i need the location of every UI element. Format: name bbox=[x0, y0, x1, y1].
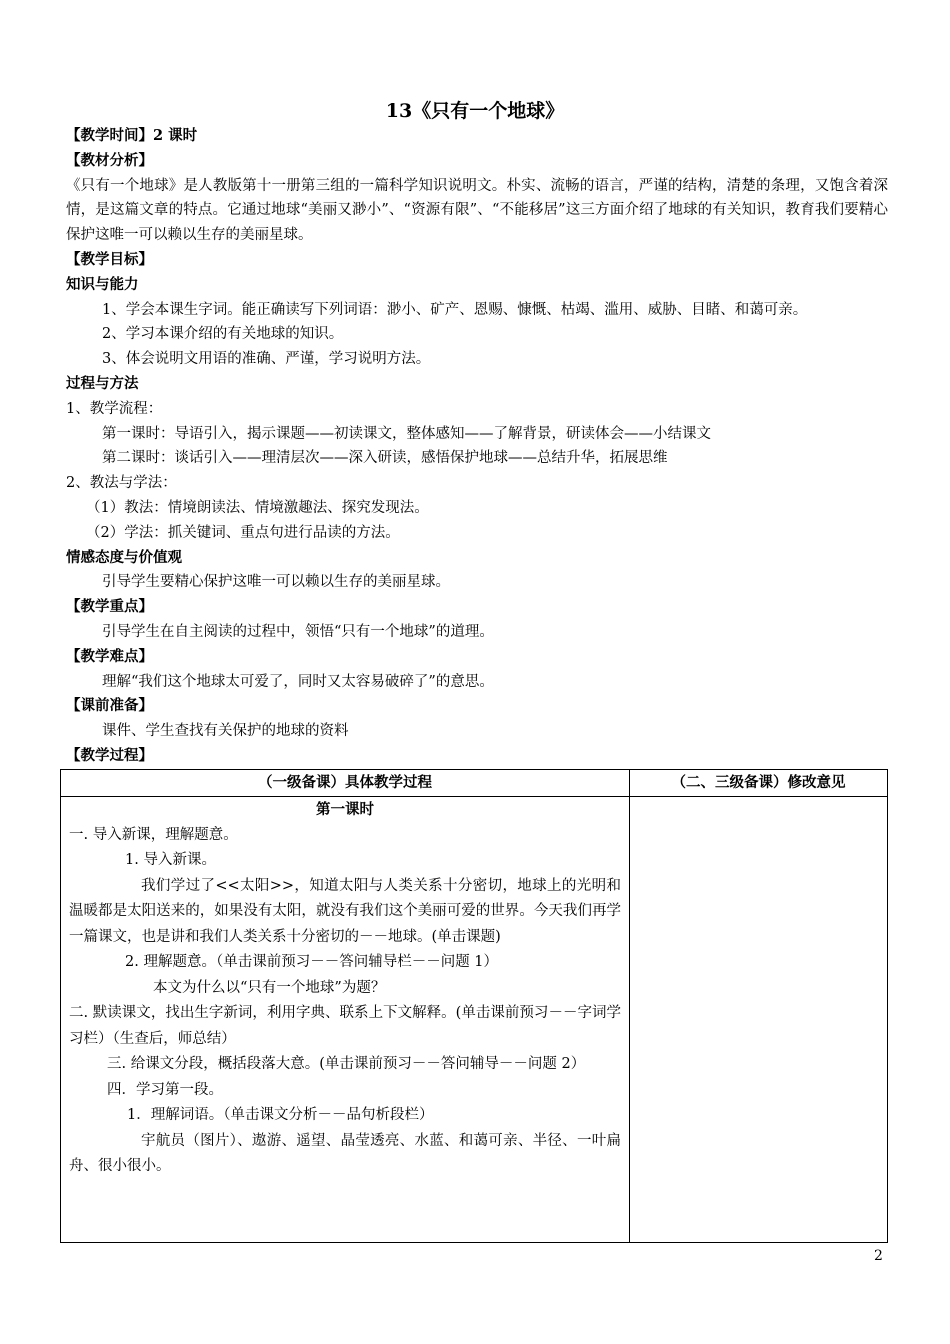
procedure-heading: 【教学过程】 bbox=[66, 746, 153, 764]
prep-text: 课件、学生查找有关保护的地球的资料 bbox=[102, 723, 349, 740]
header-left: （一级备课）具体教学过程 bbox=[61, 770, 630, 797]
emotion-text: 引导学生要精心保护这唯一可以赖以生存的美丽星球。 bbox=[102, 574, 450, 591]
method-item: （2）学法：抓关键词、重点句进行品读的方法。 bbox=[86, 524, 400, 541]
key-text: 引导学生在自主阅读的过程中，领悟“只有一个地球”的道理。 bbox=[102, 623, 494, 640]
knowledge-heading: 知识与能力 bbox=[66, 275, 139, 293]
process-flow-item: 第二课时：谈话引入——理清层次——深入研读，感悟保护地球——总结升华，拓展思维 bbox=[102, 450, 668, 467]
revision-cell bbox=[630, 797, 888, 1243]
step-1-2-question: 本文为什么以“只有一个地球”为题？ bbox=[153, 979, 386, 996]
material-heading: 【教材分析】 bbox=[66, 151, 153, 169]
document-title: 13《只有一个地球》 bbox=[385, 100, 565, 122]
method-item: （1）教法：情境朗读法、情境激趣法、探究发现法。 bbox=[86, 499, 429, 516]
step-4-1-words: 宇航员（图片）、遨游、遥望、晶莹透亮、水蓝、和蔼可亲、半径、一叶扁舟、很小很小。 bbox=[69, 1132, 621, 1174]
process-flow-item: 第一课时：导语引入，揭示课题——初读课文，整体感知——了解背景，研读体会——小结课文 bbox=[102, 425, 711, 442]
step-4-1: 1．理解词语。（单击课文分析－－品句析段栏） bbox=[127, 1107, 434, 1123]
difficulty-text: 理解“我们这个地球太可爱了，同时又太容易破碎了”的意思。 bbox=[102, 673, 494, 690]
step-2: 二. 默读课文，找出生字新词，利用字典、联系上下文解释。(单击课前预习－－字词学习栏）（生查后，师总结） bbox=[69, 1005, 621, 1047]
goals-heading: 【教学目标】 bbox=[66, 250, 153, 268]
step-1-2: 2. 理解题意。（单击课前预习－－答问辅导栏－－问题 1） bbox=[125, 954, 499, 970]
step-4: 四．学习第一段。 bbox=[107, 1081, 223, 1098]
step-1-1: 1. 导入新课。 bbox=[125, 852, 216, 868]
knowledge-item: 3、体会说明文用语的准确、严谨，学习说明方法。 bbox=[102, 351, 431, 368]
knowledge-item: 2、学习本课介绍的有关地球的知识。 bbox=[102, 326, 344, 343]
procedure-table bbox=[60, 769, 888, 1243]
emotion-heading: 情感态度与价值观 bbox=[66, 548, 182, 566]
session-title: 第一课时 bbox=[316, 801, 374, 818]
process-heading: 过程与方法 bbox=[66, 374, 139, 392]
difficulty-heading: 【教学难点】 bbox=[66, 647, 153, 665]
prep-heading: 【课前准备】 bbox=[66, 697, 153, 715]
lesson-plan-body bbox=[66, 124, 888, 769]
key-heading: 【教学重点】 bbox=[66, 598, 153, 616]
procedure-cell bbox=[61, 797, 630, 1243]
teaching-time: 【教学时间】2 课时 bbox=[66, 127, 198, 144]
step-1-1-text: 我们学过了<<太阳>>，知道太阳与人类关系十分密切，地球上的光明和温暖都是太阳送来的，如果没有太阳，就没有我们这个美丽可爱的世界。今天我们再学一篇课文，也是讲和我们人类关系十分密切的－－地球。(单击课题) bbox=[69, 877, 621, 945]
page-number: 2 bbox=[874, 1248, 883, 1264]
step-3: 三. 给课文分段，概括段落大意。(单击课前预习－－答问辅导－－问题 2） bbox=[107, 1056, 586, 1072]
material-text: 《只有一个地球》是人教版第十一册第三组的一篇科学知识说明文。朴实、流畅的语言，严谨的结构，清楚的条理，又饱含着深情，是这篇文章的特点。它通过地球“美丽又渺小”、“资源有限”、“不能移居”这三方面介绍了地球的有关知识，教育我们要精心保护这唯一可以赖以生存的美丽星球。 bbox=[66, 177, 888, 244]
knowledge-item: 1、学会本课生字词。能正确读写下列词语：渺小、矿产、恩赐、慷慨、枯竭、滥用、威胁、目睹、和蔼可亲。 bbox=[102, 301, 808, 318]
step-1: 一. 导入新课，理解题意。 bbox=[69, 826, 238, 843]
methods-label: 2、教法与学法： bbox=[66, 475, 177, 492]
header-right: （二、三级备课）修改意见 bbox=[630, 770, 888, 797]
process-flow-label: 1、教学流程： bbox=[66, 400, 163, 417]
